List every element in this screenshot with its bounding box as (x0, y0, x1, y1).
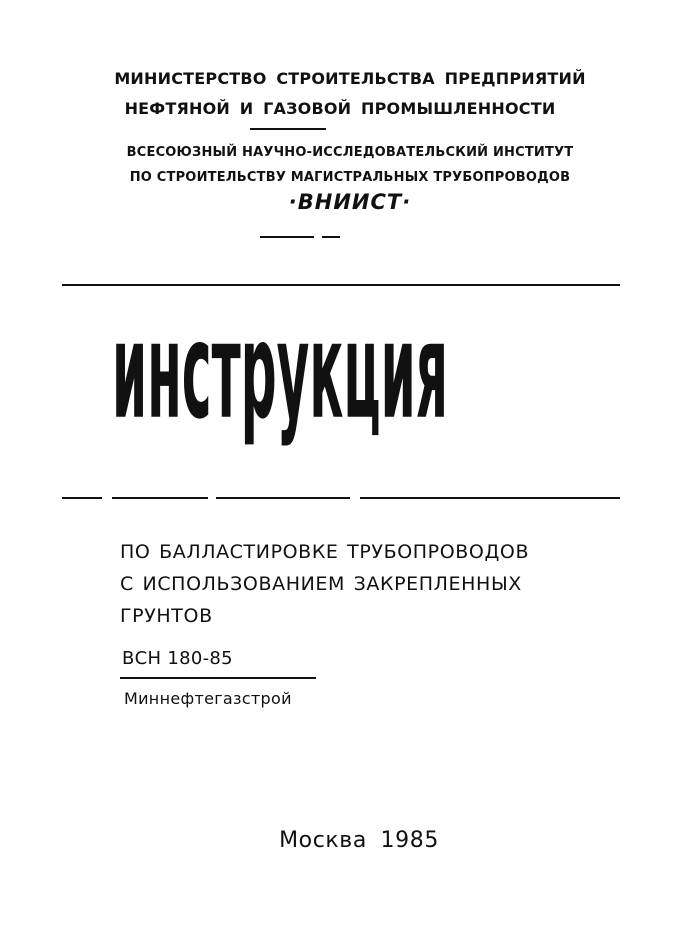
document-title-text: инструкция (112, 294, 449, 449)
institute-line-1: ВСЕСОЮЗНЫЙ НАУЧНО-ИССЛЕДОВАТЕЛЬСКИЙ ИНСТИТУТ (126, 145, 574, 160)
subtitle-line-1: ПО БАЛЛАСТИРОВКЕ ТРУБОПРОВОДОВ (120, 541, 530, 563)
issuing-organization: Миннефтегазстрой (124, 689, 292, 708)
institute-heading (0, 140, 700, 190)
title-top-rule (62, 284, 620, 286)
title-bottom-rule-seg-2 (112, 497, 208, 499)
imprint (0, 828, 700, 853)
document-title-graphic (112, 294, 452, 462)
imprint-year: 1985 (380, 828, 439, 853)
subtitle-line-3: ГРУНТОВ (120, 605, 213, 627)
institute-abbreviation: ·ВНИИСТ· (288, 190, 412, 214)
institute-divider-right (322, 236, 340, 238)
ministry-divider (250, 128, 326, 130)
ministry-line-1: МИНИСТЕРСТВО СТРОИТЕЛЬСТВА ПРЕДПРИЯТИЙ (114, 69, 586, 88)
ministry-heading (0, 64, 700, 124)
ministry-line-2: НЕФТЯНОЙ И ГАЗОВОЙ ПРОМЫШЛЕННОСТИ (124, 99, 556, 118)
institute-line-2: ПО СТРОИТЕЛЬСТВУ МАГИСТРАЛЬНЫХ ТРУБОПРОВОДОВ (129, 170, 571, 185)
document-code-underline (120, 677, 316, 679)
document-title (112, 294, 452, 462)
subtitle-line-2: С ИСПОЛЬЗОВАНИЕМ ЗАКРЕПЛЕННЫХ (120, 573, 522, 595)
title-bottom-rule-seg-4 (360, 497, 620, 499)
document-code: ВСН 180-85 (122, 648, 233, 669)
institute-divider-left (260, 236, 314, 238)
document-subtitle (120, 536, 529, 632)
title-bottom-rule-seg-3 (216, 497, 350, 499)
title-bottom-rule-seg-1 (62, 497, 102, 499)
imprint-city: Москва (279, 828, 367, 853)
